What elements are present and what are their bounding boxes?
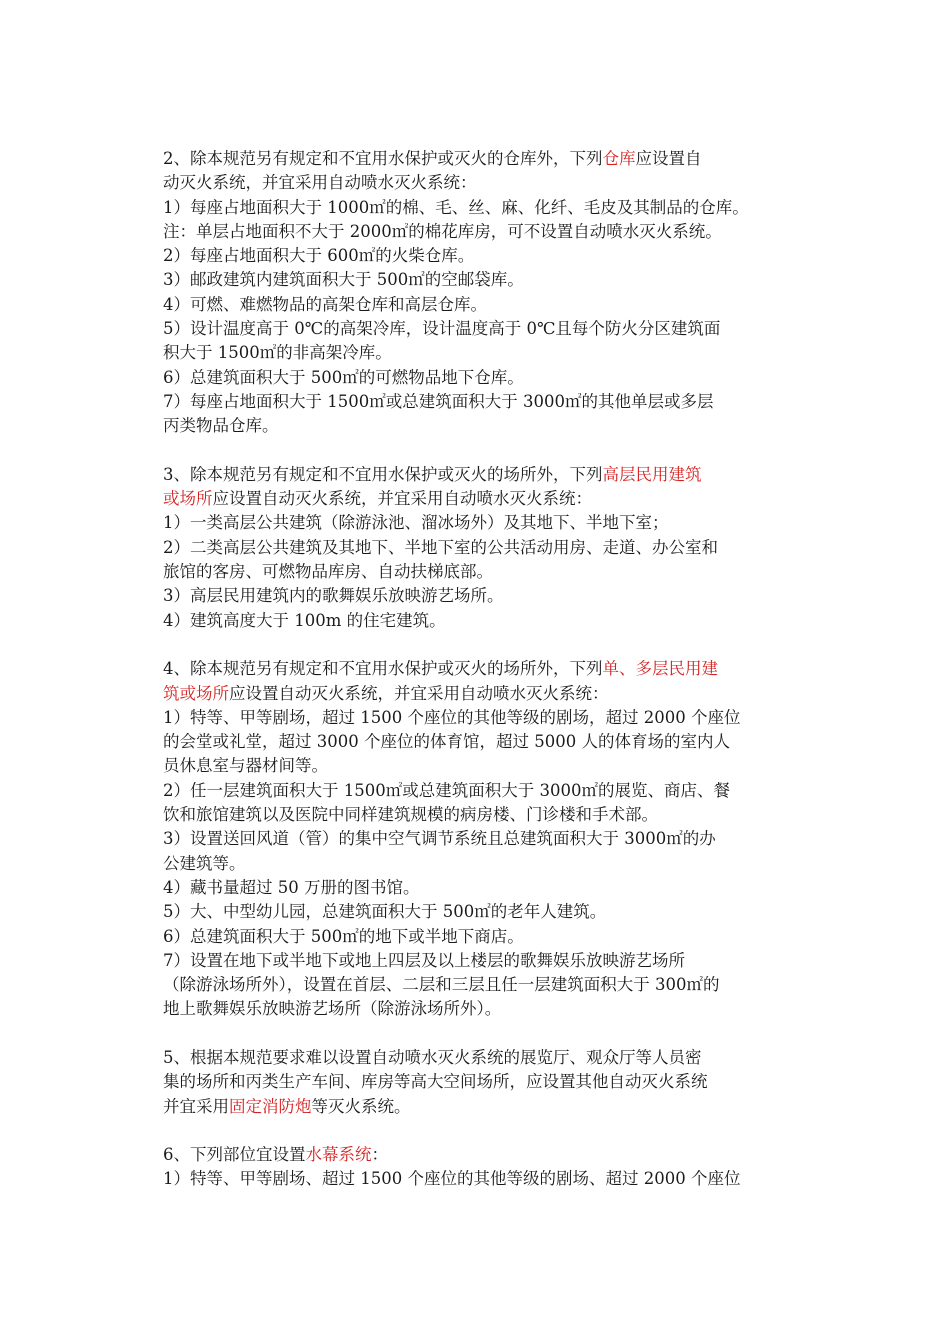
text-segment: 2、除本规范另有规定和不宜用水保护或灭火的仓库外，下列 — [163, 149, 603, 168]
highlighted-term: 水幕系统 — [305, 1145, 372, 1165]
text-segment: 1）一类高层公共建筑（除游泳池、溜冰场外）及其地下、半地下室； — [163, 513, 669, 533]
highlighted-term: 仓库 — [602, 149, 636, 168]
section — [163, 1046, 793, 1119]
text-line — [163, 609, 793, 633]
text-line — [163, 1070, 793, 1094]
text-line — [163, 682, 793, 706]
text-segment: 的会堂或礼堂，超过 3000 个座位的体育馆，超过 5000 人的体育场的室内人 — [163, 732, 730, 752]
text-segment: ： — [371, 1145, 388, 1165]
text-segment: 丙类物品仓库。 — [163, 416, 279, 436]
text-segment: 6）总建筑面积大于 500㎡的可燃物品地下仓库。 — [163, 367, 524, 387]
text-segment: 动灭火系统，并宜采用自动喷水灭火系统： — [163, 173, 477, 193]
text-segment: 3）高层民用建筑内的歌舞娱乐放映游艺场所。 — [163, 586, 504, 606]
text-line — [163, 925, 793, 949]
document-page — [163, 147, 793, 1192]
section — [163, 147, 793, 439]
text-line — [163, 754, 793, 778]
text-line — [163, 1095, 793, 1119]
text-line — [163, 536, 793, 560]
text-line — [163, 852, 793, 876]
text-line — [163, 487, 793, 511]
paragraph-gap — [163, 1119, 793, 1143]
text-segment: 员休息室与器材间等。 — [163, 756, 328, 776]
highlighted-term: 单、多层民用建 — [602, 659, 718, 679]
text-line — [163, 1167, 793, 1191]
text-line — [163, 876, 793, 900]
text-segment: 1）特等、甲等剧场、超过 1500 个座位的其他等级的剧场、超过 2000 个座位 — [163, 1169, 741, 1189]
text-line — [163, 779, 793, 803]
text-line — [163, 584, 793, 608]
text-line — [163, 900, 793, 924]
text-segment: 应设置自 — [635, 149, 702, 168]
text-segment: 并宜采用 — [163, 1096, 229, 1116]
text-segment: 公建筑等。 — [163, 853, 246, 873]
text-segment: 等灭火系统。 — [311, 1096, 411, 1116]
text-segment: 5）大、中型幼儿园，总建筑面积大于 500㎡的老年人建筑。 — [163, 902, 607, 922]
paragraph-gap — [163, 1022, 793, 1046]
section — [163, 463, 793, 633]
text-segment: 4）藏书量超过 50 万册的图书馆。 — [163, 877, 420, 897]
text-line — [163, 1143, 793, 1167]
text-line — [163, 730, 793, 754]
text-segment: 2）任一层建筑面积大于 1500㎡或总建筑面积大于 3000㎡的展览、商店、餐 — [163, 780, 730, 800]
text-line — [163, 317, 793, 341]
text-segment: 1）每座占地面积大于 1000㎡的棉、毛、丝、麻、化纤、毛皮及其制品的仓库。 — [163, 197, 749, 217]
paragraph-gap — [163, 439, 793, 463]
text-segment: 1）特等、甲等剧场，超过 1500 个座位的其他等级的剧场，超过 2000 个座位 — [163, 707, 741, 727]
text-line — [163, 220, 793, 244]
highlighted-term: 固定消防炮 — [229, 1096, 312, 1116]
text-line — [163, 390, 793, 414]
text-line — [163, 366, 793, 390]
text-segment: 应设置自动灭火系统，并宜采用自动喷水灭火系统： — [229, 683, 609, 703]
text-segment: 3、除本规范另有规定和不宜用水保护或灭火的场所外，下列 — [163, 464, 603, 484]
highlighted-term: 或场所 — [163, 489, 213, 509]
text-segment: 积大于 1500㎡的非高架冷库。 — [163, 343, 392, 363]
text-line — [163, 268, 793, 292]
text-segment: 4）可燃、难燃物品的高架仓库和高层仓库。 — [163, 294, 487, 314]
text-line — [163, 147, 793, 171]
text-segment: 6、下列部位宜设置 — [163, 1145, 306, 1165]
text-line — [163, 341, 793, 365]
text-segment: 6）总建筑面积大于 500㎡的地下或半地下商店。 — [163, 926, 524, 946]
text-line — [163, 949, 793, 973]
text-segment: （除游泳场所外），设置在首层、二层和三层且任一层建筑面积大于 300㎡的 — [163, 975, 720, 995]
text-segment: 5）设计温度高于 0℃的高架冷库，设计温度高于 0℃且每个防火分区建筑面 — [163, 319, 721, 339]
paragraph-gap — [163, 633, 793, 657]
text-line — [163, 293, 793, 317]
text-segment: 饮和旅馆建筑以及医院中同样建筑规模的病房楼、门诊楼和手术部。 — [163, 805, 658, 825]
text-line — [163, 1046, 793, 1070]
text-segment: 2）二类高层公共建筑及其地下、半地下室的公共活动用房、走道、办公室和 — [163, 537, 718, 557]
text-line — [163, 171, 793, 195]
text-segment: 集的场所和丙类生产车间、库房等高大空间场所，应设置其他自动灭火系统 — [163, 1072, 708, 1092]
text-line — [163, 657, 793, 681]
text-line — [163, 706, 793, 730]
text-line — [163, 463, 793, 487]
text-line — [163, 560, 793, 584]
text-line — [163, 803, 793, 827]
text-line — [163, 414, 793, 438]
text-line — [163, 827, 793, 851]
text-segment: 7）每座占地面积大于 1500㎡或总建筑面积大于 3000㎡的其他单层或多层 — [163, 391, 714, 411]
text-segment: 5、根据本规范要求难以设置自动喷水灭火系统的展览厅、观众厅等人员密 — [163, 1047, 702, 1067]
text-segment: 2）每座占地面积大于 600㎡的火柴仓库。 — [163, 246, 475, 266]
section — [163, 1143, 793, 1192]
text-segment: 应设置自动灭火系统，并宜采用自动喷水灭火系统： — [212, 489, 592, 509]
highlighted-term: 筑或场所 — [163, 683, 229, 703]
text-segment: 注：单层占地面积不大于 2000㎡的棉花库房，可不设置自动喷水灭火系统。 — [163, 221, 722, 241]
text-line — [163, 997, 793, 1021]
text-segment: 3）邮政建筑内建筑面积大于 500㎡的空邮袋库。 — [163, 270, 524, 290]
text-segment: 地上歌舞娱乐放映游艺场所（除游泳场所外）。 — [163, 999, 502, 1019]
text-line — [163, 244, 793, 268]
text-segment: 4、除本规范另有规定和不宜用水保护或灭火的场所外，下列 — [163, 659, 603, 679]
section — [163, 657, 793, 1021]
text-line — [163, 196, 793, 220]
text-segment: 3）设置送回风道（管）的集中空气调节系统且总建筑面积大于 3000㎡的办 — [163, 829, 716, 849]
highlighted-term: 高层民用建筑 — [602, 464, 702, 484]
text-segment: 旅馆的客房、可燃物品库房、自动扶梯底部。 — [163, 562, 493, 582]
text-segment: 4）建筑高度大于 100m 的住宅建筑。 — [163, 610, 446, 630]
text-line — [163, 973, 793, 997]
text-line — [163, 511, 793, 535]
text-segment: 7）设置在地下或半地下或地上四层及以上楼层的歌舞娱乐放映游艺场所 — [163, 950, 685, 970]
